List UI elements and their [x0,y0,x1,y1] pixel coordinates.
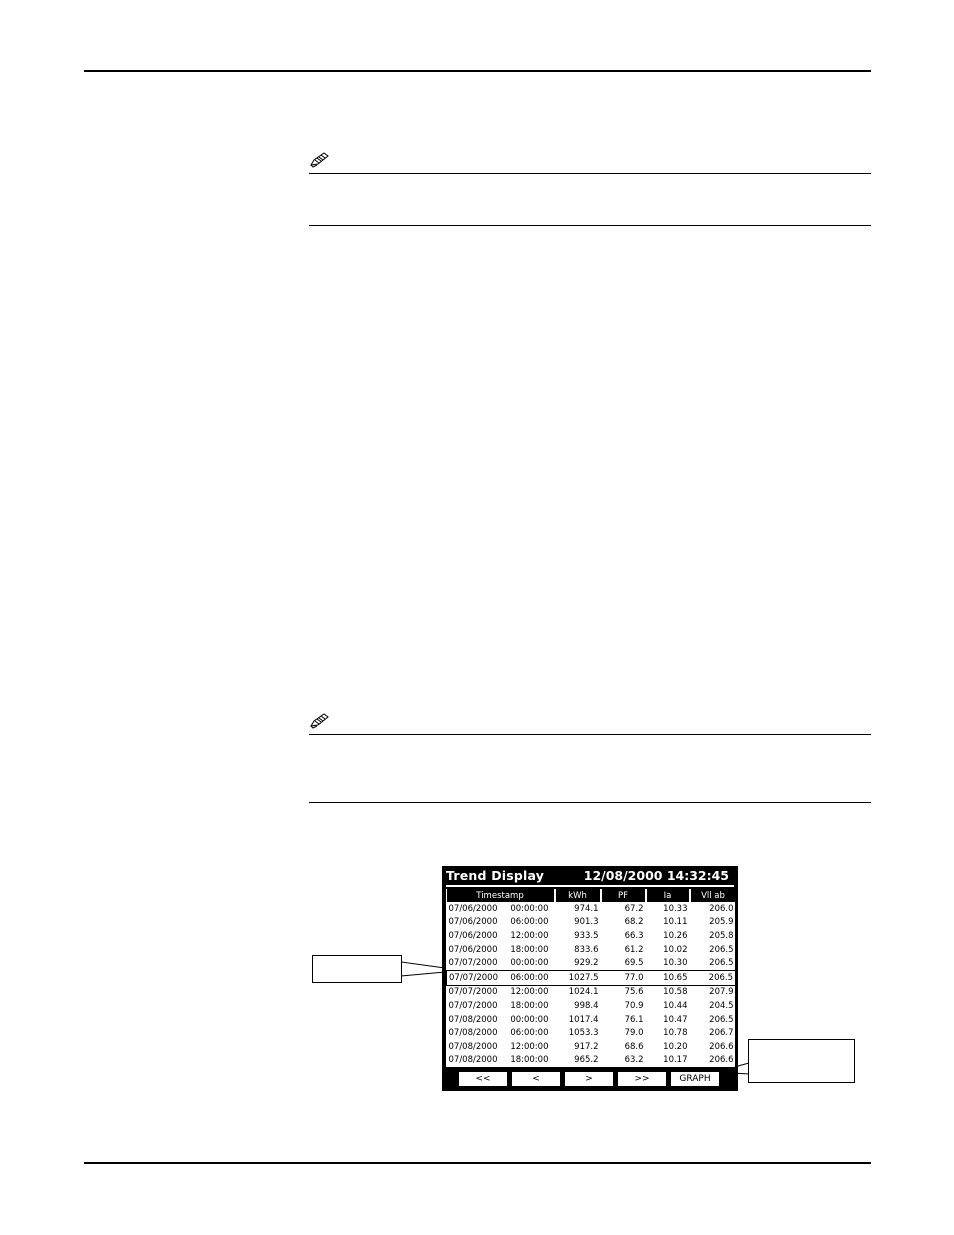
cell-time: 18:00:00 [510,944,549,955]
cell-kwh: 1024.1 [568,987,599,998]
cell-pf: 67.2 [624,903,644,914]
cell-time: 18:00:00 [510,1055,549,1066]
cell-kwh: 833.6 [574,944,599,955]
cell-vll-ab: 206.5 [709,958,734,969]
cell-kwh: 998.4 [574,1000,599,1011]
cell-kwh: 1017.4 [568,1014,599,1025]
table-row[interactable] [447,929,736,943]
cell-pf: 76.1 [624,1014,644,1025]
cell-kwh: 933.5 [574,930,599,941]
cell-time: 00:00:00 [510,958,549,969]
previous-button[interactable]: < [511,1071,561,1087]
cell-time: 06:00:00 [510,1028,549,1039]
cell-timestamp [447,970,555,985]
cell-date: 07/06/2000 [448,903,498,914]
cell-time: 06:00:00 [510,917,549,928]
note-top-rule [309,173,871,174]
cell-ia: 10.17 [663,1055,688,1066]
cell-kwh: 1053.3 [568,1028,599,1039]
cell-date: 07/06/2000 [448,917,498,928]
note-bottom-rule [309,225,871,226]
cell-time: 18:00:00 [510,1000,549,1011]
cell-ia: 10.65 [646,970,690,985]
cell-pf: 69.5 [624,958,644,969]
cell-time: 12:00:00 [510,987,549,998]
cell-timestamp [447,916,555,930]
table-header-row [447,889,736,902]
cell-ia: 10.78 [663,1028,688,1039]
cell-kwh: 917.2 [574,1041,599,1052]
graph-button[interactable]: GRAPH [670,1071,720,1087]
note-top-rule [309,734,871,735]
cell-time: 06:00:00 [510,972,549,983]
note-pencil-icon [309,712,331,730]
trend-display-screen [442,866,738,1091]
cell-vll-ab: 207.9 [709,987,734,998]
cell-ia: 10.33 [663,903,688,914]
cell-timestamp [447,1026,555,1040]
cell-ia: 10.58 [663,987,688,998]
cell-kwh: 974.1 [574,903,599,914]
cell-pf: 70.9 [624,1000,644,1011]
cell-vll-ab: 204.5 [709,1000,734,1011]
cell-vll-ab: 206.6 [709,1041,734,1052]
cell-kwh: 965.2 [574,1055,599,1066]
cell-ia: 10.30 [663,958,688,969]
cell-timestamp [447,956,555,970]
cell-kwh: 929.2 [574,958,599,969]
table-row[interactable] [447,916,736,930]
cell-pf: 77.0 [601,970,646,985]
cell-date: 07/08/2000 [448,1041,498,1052]
table-row[interactable] [447,956,736,970]
cell-pf: 68.6 [624,1041,644,1052]
screen-title: Trend Display [446,868,545,883]
table-row[interactable] [447,1026,736,1040]
table-row[interactable] [447,1054,736,1067]
cell-vll-ab: 206.0 [709,903,734,914]
table-row[interactable] [447,1013,736,1027]
cell-ia: 10.11 [663,917,688,928]
cell-timestamp [447,1054,555,1067]
cell-timestamp [447,929,555,943]
cell-pf: 63.2 [624,1055,644,1066]
cell-vll-ab: 205.8 [709,930,734,941]
cell-pf: 61.2 [624,944,644,955]
next-button[interactable]: > [564,1071,614,1087]
cell-pf: 66.3 [624,930,644,941]
cell-kwh: 901.3 [574,917,599,928]
column-header-ia: Ia [646,889,690,902]
column-header-timestamp: Timestamp [447,889,555,902]
cell-vll-ab: 206.6 [709,1055,734,1066]
trend-table-body [447,902,736,1067]
cell-vll-ab: 206.5 [709,944,734,955]
last-page-button[interactable]: >> [617,1071,667,1087]
cell-date: 07/08/2000 [448,1055,498,1066]
cell-vll-ab: 205.9 [709,917,734,928]
cell-kwh: 1027.5 [555,970,601,985]
cell-vll-ab: 206.5 [709,1014,734,1025]
cell-time: 00:00:00 [510,903,549,914]
footer-rule [84,1162,871,1164]
navigation-button-bar [446,1071,736,1088]
selected-row-callout [312,955,402,983]
title-underline [446,885,734,887]
cell-pf: 79.0 [624,1028,644,1039]
cell-ia: 10.44 [663,1000,688,1011]
column-header-vll-ab: Vll ab [690,889,736,902]
table-row[interactable] [447,985,736,999]
cell-date: 07/08/2000 [448,1014,498,1025]
table-row[interactable] [447,943,736,957]
cell-time: 12:00:00 [510,1041,549,1052]
header-rule [84,70,871,72]
cell-ia: 10.47 [663,1014,688,1025]
cell-ia: 10.26 [663,930,688,941]
note-bottom-rule [309,802,871,803]
cell-ia: 10.02 [663,944,688,955]
cell-timestamp [447,1040,555,1054]
cell-date: 07/07/2000 [449,972,498,983]
trend-table-area[interactable] [446,889,735,1067]
cell-ia: 10.20 [663,1041,688,1052]
cell-timestamp [447,999,555,1013]
cell-date: 07/07/2000 [448,958,498,969]
cell-date: 07/06/2000 [448,944,498,955]
table-row[interactable] [447,902,736,916]
cell-date: 07/07/2000 [448,1000,498,1011]
cell-date: 07/07/2000 [448,987,498,998]
cell-timestamp [447,943,555,957]
cell-timestamp [447,985,555,999]
trend-table [446,889,735,1067]
cell-pf: 75.6 [624,987,644,998]
column-header-pf: PF [601,889,646,902]
cell-pf: 68.2 [624,917,644,928]
cell-date: 07/08/2000 [448,1028,498,1039]
cell-time: 00:00:00 [510,1014,549,1025]
cell-timestamp [447,902,555,916]
cell-date: 07/06/2000 [448,930,498,941]
cell-vll-ab: 206.7 [709,1028,734,1039]
table-row[interactable] [447,999,736,1013]
column-header-kwh: kWh [555,889,601,902]
screen-datetime: 12/08/2000 14:32:45 [583,868,729,883]
table-row[interactable] [447,1040,736,1054]
first-page-button[interactable]: << [458,1071,508,1087]
cell-timestamp [447,1013,555,1027]
cell-vll-ab: 206.5 [690,970,736,985]
note-pencil-icon [309,151,331,169]
table-row[interactable] [447,970,736,985]
cell-time: 12:00:00 [510,930,549,941]
graph-button-callout [748,1039,855,1083]
